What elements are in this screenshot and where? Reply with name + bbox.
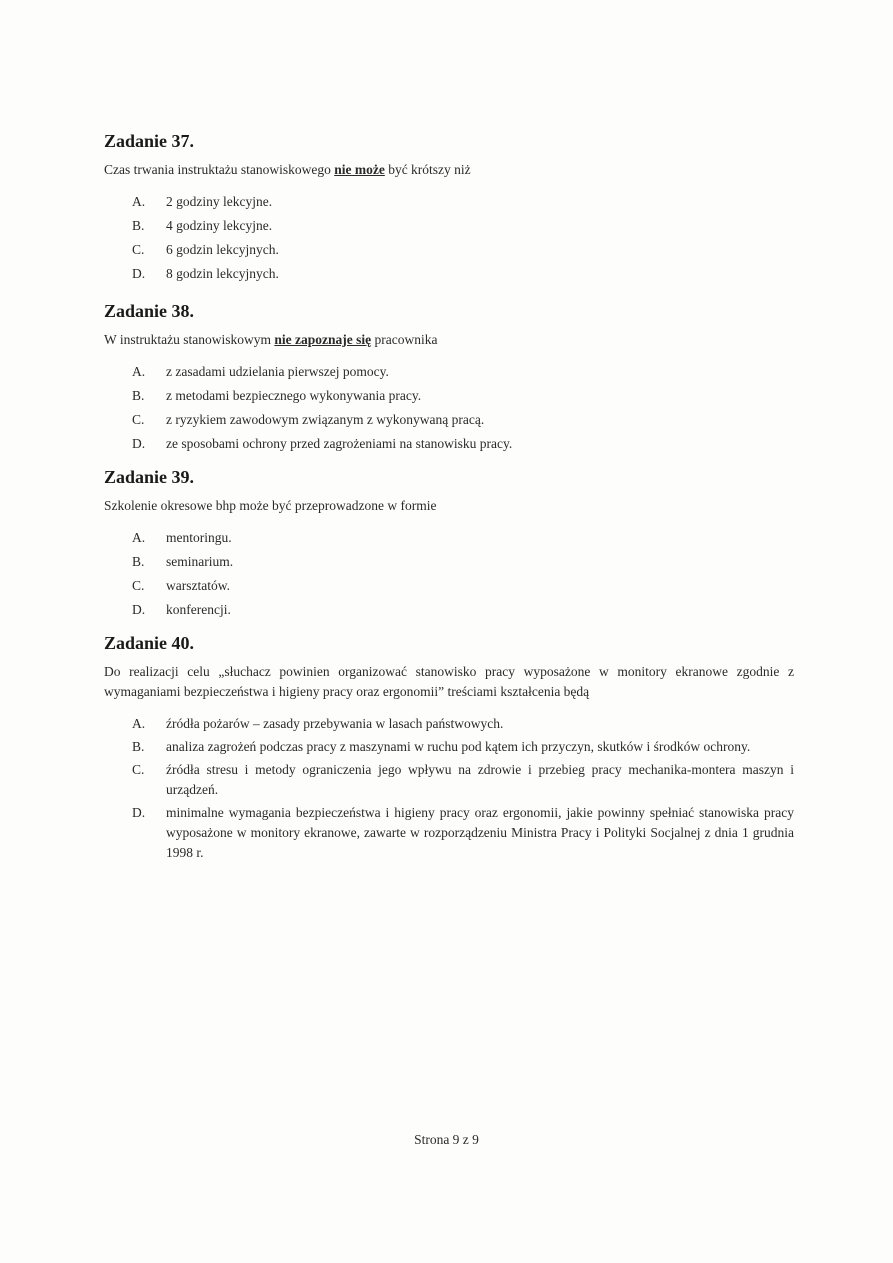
page-number: Strona 9 z 9: [414, 1132, 479, 1147]
option-letter: B.: [132, 739, 145, 754]
option-text: z ryzykiem zawodowym związanym z wykonywaną pracą.: [166, 412, 485, 427]
stem-emphasis: nie zapoznaje się: [274, 332, 372, 347]
stem-text: pracownika: [371, 332, 438, 347]
option-letter: B.: [132, 218, 145, 233]
option-text: z metodami bezpiecznego wykonywania pracy.: [166, 388, 422, 403]
option-text: z zasadami udzielania pierwszej pomocy.: [166, 364, 389, 379]
option-c: [104, 576, 794, 596]
option-text: mentoringu.: [166, 530, 232, 545]
option-a: [104, 192, 794, 212]
option-letter: B.: [132, 554, 145, 569]
option-letter: D.: [132, 805, 146, 820]
options-list: [104, 714, 794, 863]
options-list: [104, 362, 794, 454]
stem-text: W instruktażu stanowiskowym: [104, 332, 275, 347]
option-a: [104, 714, 794, 734]
option-letter: C.: [132, 762, 145, 777]
option-letter: D.: [132, 602, 146, 617]
option-letter: A.: [132, 530, 146, 545]
options-list: [104, 192, 794, 284]
task-40: [104, 632, 794, 866]
option-c: [104, 240, 794, 260]
option-letter: A.: [132, 364, 146, 379]
stem-text: być krótszy niż: [384, 162, 471, 177]
task-stem: [104, 160, 794, 180]
option-text: warsztatów.: [166, 578, 230, 593]
option-b: [104, 552, 794, 572]
option-text: 8 godzin lekcyjnych.: [166, 266, 279, 281]
option-letter: B.: [132, 388, 145, 403]
task-38: [104, 300, 794, 458]
option-d: [104, 434, 794, 454]
option-text: analiza zagrożeń podczas pracy z maszynami w ruchu pod kątem ich przyczyn, skutków i środków ochrony.: [166, 739, 751, 754]
option-d: [104, 600, 794, 620]
task-stem: [104, 330, 794, 350]
option-text: 2 godziny lekcyjne.: [166, 194, 273, 209]
option-b: [104, 386, 794, 406]
task-39: [104, 466, 794, 624]
option-a: [104, 362, 794, 382]
task-37: [104, 130, 794, 288]
task-stem: Do realizacji celu „słuchacz powinien organizować stanowisko pracy wyposażone w monitory ekranowe zgodnie z wymaganiami bezpieczeństwa i higieny pracy oraz ergonomii” treściami kształcenia będą: [104, 664, 794, 699]
option-text: seminarium.: [166, 554, 234, 569]
task-title: Zadanie 37.: [104, 131, 195, 151]
option-letter: A.: [132, 716, 146, 731]
option-letter: A.: [132, 194, 146, 209]
option-letter: C.: [132, 412, 145, 427]
option-text: 6 godzin lekcyjnych.: [166, 242, 279, 257]
task-title: Zadanie 39.: [104, 467, 195, 487]
option-text: ze sposobami ochrony przed zagrożeniami na stanowisku pracy.: [166, 436, 513, 451]
option-d: [104, 803, 794, 863]
option-b: [104, 737, 794, 757]
option-text: 4 godziny lekcyjne.: [166, 218, 273, 233]
option-text: minimalne wymagania bezpieczeństwa i higieny pracy oraz ergonomii, jakie powinny spełniać stanowiska pracy wyposażone w monitory ekranowe, zawarte w rozporządzeniu Ministra Pracy i Polityki Socjalnej z dnia 1 grudnia 1998 r.: [166, 805, 794, 860]
option-c: [104, 760, 794, 800]
option-d: [104, 264, 794, 284]
task-title: Zadanie 40.: [104, 633, 195, 653]
task-title: Zadanie 38.: [104, 301, 195, 321]
option-letter: D.: [132, 436, 146, 451]
option-text: źródła pożarów – zasady przebywania w lasach państwowych.: [166, 716, 504, 731]
options-list: [104, 528, 794, 620]
task-stem: Szkolenie okresowe bhp może być przeprowadzone w formie: [104, 498, 437, 513]
option-text: konferencji.: [166, 602, 231, 617]
stem-text: Czas trwania instruktażu stanowiskowego: [104, 162, 335, 177]
option-text: źródła stresu i metody ograniczenia jego wpływu na zdrowie i przebieg pracy mechanika-montera maszyn i urządzeń.: [166, 762, 794, 797]
option-a: [104, 528, 794, 548]
option-letter: C.: [132, 242, 145, 257]
stem-emphasis: nie może: [334, 162, 385, 177]
option-letter: D.: [132, 266, 146, 281]
option-c: [104, 410, 794, 430]
option-b: [104, 216, 794, 236]
option-letter: C.: [132, 578, 145, 593]
